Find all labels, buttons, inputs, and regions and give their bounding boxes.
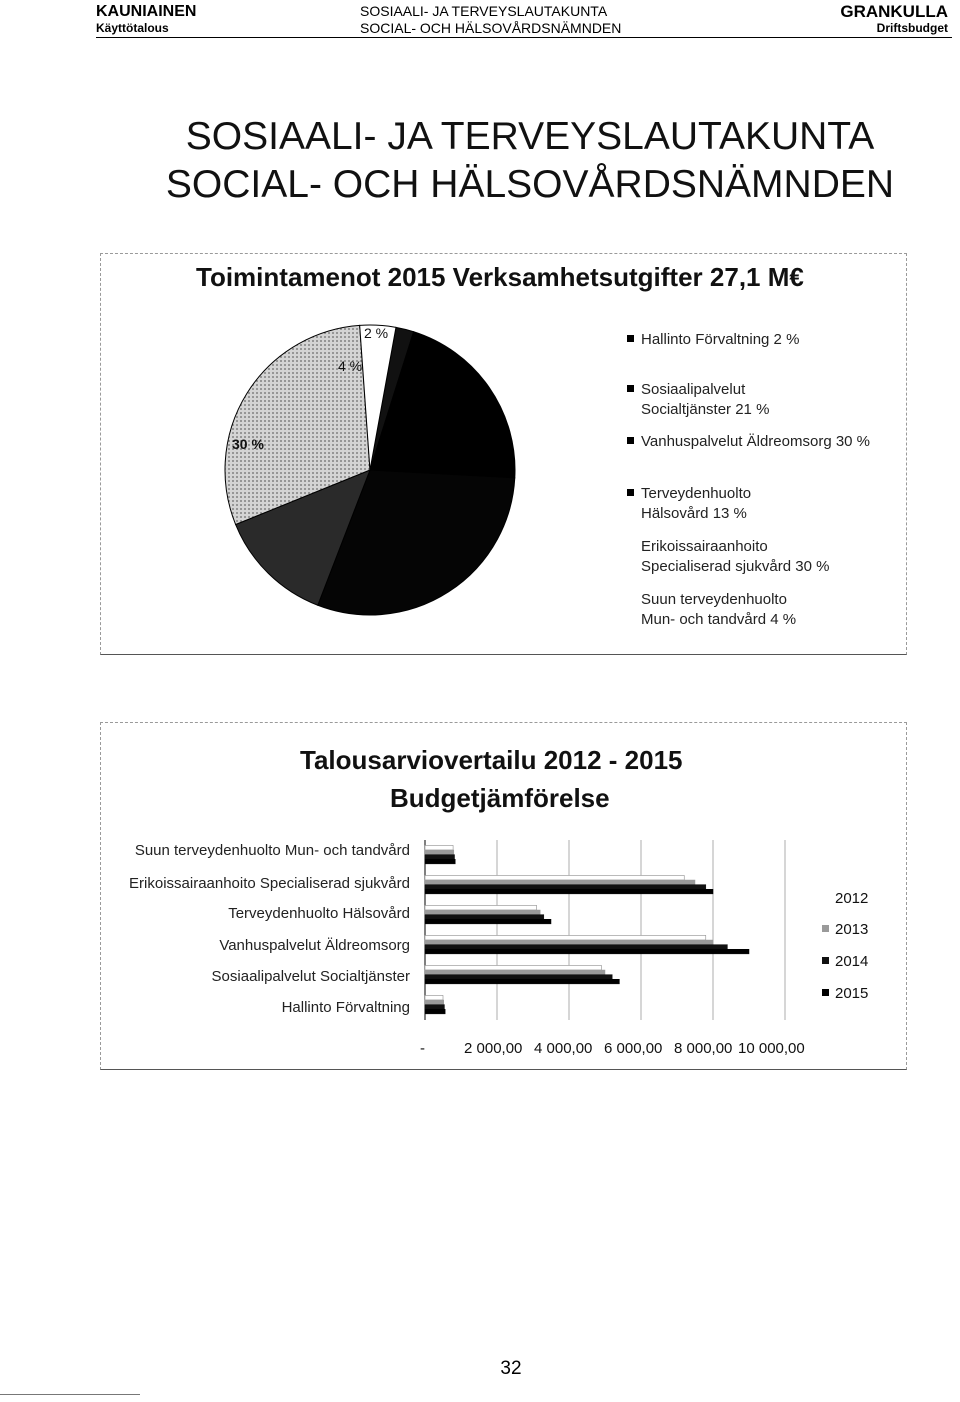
legend-swatch (627, 335, 634, 342)
bar-2014 (425, 915, 544, 920)
pie-chart-title: Toimintamenot 2015 Verksamhetsutgifter 27,1 M€ (196, 262, 804, 292)
legend-swatch (627, 437, 634, 444)
pie-legend-label: Sosiaalipalvelut (641, 381, 746, 398)
pie-legend-item (627, 330, 799, 350)
legend-swatch (822, 989, 829, 996)
bar-2012 (425, 875, 684, 880)
bar-chart-title-sv: Budgetjämförelse (390, 783, 610, 813)
pie-label-hallinto: 2 % (364, 325, 389, 341)
bar-legend-label: 2012 (835, 890, 869, 907)
bar-category-label: Vanhuspalvelut Äldreomsorg (219, 937, 410, 954)
bar-2014 (425, 885, 706, 890)
bar-2012 (425, 995, 443, 1000)
bar-2014 (425, 855, 455, 860)
header-budget-type-sv: Driftsbudget (876, 21, 948, 35)
bar-2012 (425, 935, 706, 940)
bar-2015 (425, 919, 551, 924)
bar-2013 (425, 970, 605, 975)
bar-chart (420, 835, 790, 1025)
x-tick-label: 8 000,00 (674, 1040, 733, 1057)
x-tick-label: 2 000,00 (464, 1040, 523, 1057)
pie-legend-label: Vanhuspalvelut Äldreomsorg 30 % (641, 433, 871, 450)
main-title-sv: SOCIAL- OCH HÄLSOVÅRDSNÄMNDEN (165, 163, 895, 206)
bar-2013 (425, 850, 454, 855)
bar-2012 (425, 845, 453, 850)
bar-2015 (425, 859, 455, 864)
legend-swatch (822, 957, 829, 964)
bar-2015 (425, 979, 619, 984)
legend-swatch (627, 385, 634, 392)
bar-2014 (425, 1005, 444, 1010)
page-header (0, 0, 960, 40)
bar-legend-label: 2014 (835, 953, 869, 970)
x-tick-label: 4 000,00 (534, 1040, 593, 1057)
pie-legend-item (627, 484, 751, 524)
header-divider (96, 37, 952, 38)
main-title-fi: SOSIAALI- JA TERVEYSLAUTAKUNTA (185, 115, 875, 158)
pie-legend-item (627, 590, 796, 630)
legend-swatch (627, 489, 634, 496)
pie-legend-label: Hallinto Förvaltning 2 % (641, 331, 800, 348)
footer-rule (0, 1394, 140, 1395)
bar-2013 (425, 940, 713, 945)
pie-legend-label: Erikoissairaanhoito (641, 538, 768, 555)
bar-legend-item (822, 953, 868, 970)
bar-category-label: Erikoissairaanhoito Specialiserad sjukvård (129, 875, 410, 892)
pie-chart (220, 300, 520, 630)
pie-legend-label: Mun- och tandvård 4 % (641, 611, 797, 628)
bar-legend-label: 2013 (835, 921, 869, 938)
bar-2013 (425, 1000, 444, 1005)
pie-legend-item (627, 380, 769, 420)
bar-2015 (425, 889, 713, 894)
bar-2015 (425, 1009, 445, 1014)
header-department-fi: SOSIAALI- JA TERVEYSLAUTAKUNTA (360, 3, 608, 19)
bar-legend-label: 2015 (835, 985, 869, 1002)
x-tick-label: - (420, 1040, 425, 1057)
x-tick-label: 6 000,00 (604, 1040, 663, 1057)
bar-2013 (425, 910, 540, 915)
legend-swatch (822, 925, 829, 932)
x-tick-label: 10 000,00 (738, 1040, 805, 1057)
bar-2012 (425, 965, 601, 970)
pie-legend-label: Specialiserad sjukvård 30 % (641, 558, 830, 575)
bar-2014 (425, 945, 727, 950)
bar-2015 (425, 949, 749, 954)
pie-legend-label: Hälsovård 13 % (641, 505, 747, 522)
pie-legend-label: Suun terveydenhuolto (641, 591, 787, 608)
pie-legend-label: Terveydenhuolto (641, 485, 752, 502)
pie-legend-item (627, 537, 829, 577)
bar-legend-item (822, 890, 868, 907)
bar-2012 (425, 905, 537, 910)
page-number: 32 (500, 1358, 522, 1379)
pie-label-suun: 4 % (338, 358, 363, 374)
bar-category-label: Terveydenhuolto Hälsovård (228, 905, 410, 922)
bar-legend-item (822, 921, 868, 938)
bar-chart-title-fi: Talousarviovertailu 2012 - 2015 (300, 745, 683, 775)
header-budget-type-fi: Käyttötalous (96, 21, 169, 35)
header-municipality-sv: GRANKULLA (840, 2, 948, 21)
pie-label-erikoissairaanhoito: 30 % (232, 436, 264, 452)
pie-legend-item (627, 432, 870, 452)
bar-2014 (425, 975, 612, 980)
header-municipality-fi: KAUNIAINEN (96, 3, 197, 20)
bar-legend-item (822, 985, 868, 1002)
bar-category-label: Suun terveydenhuolto Mun- och tandvård (134, 842, 410, 859)
bar-category-label: Sosiaalipalvelut Socialtjänster (211, 968, 410, 985)
pie-legend-label: Socialtjänster 21 % (641, 401, 770, 418)
bar-2013 (425, 880, 695, 885)
bar-category-label: Hallinto Förvaltning (281, 999, 410, 1016)
header-department-sv: SOCIAL- OCH HÄLSOVÅRDSNÄMNDEN (360, 20, 622, 36)
